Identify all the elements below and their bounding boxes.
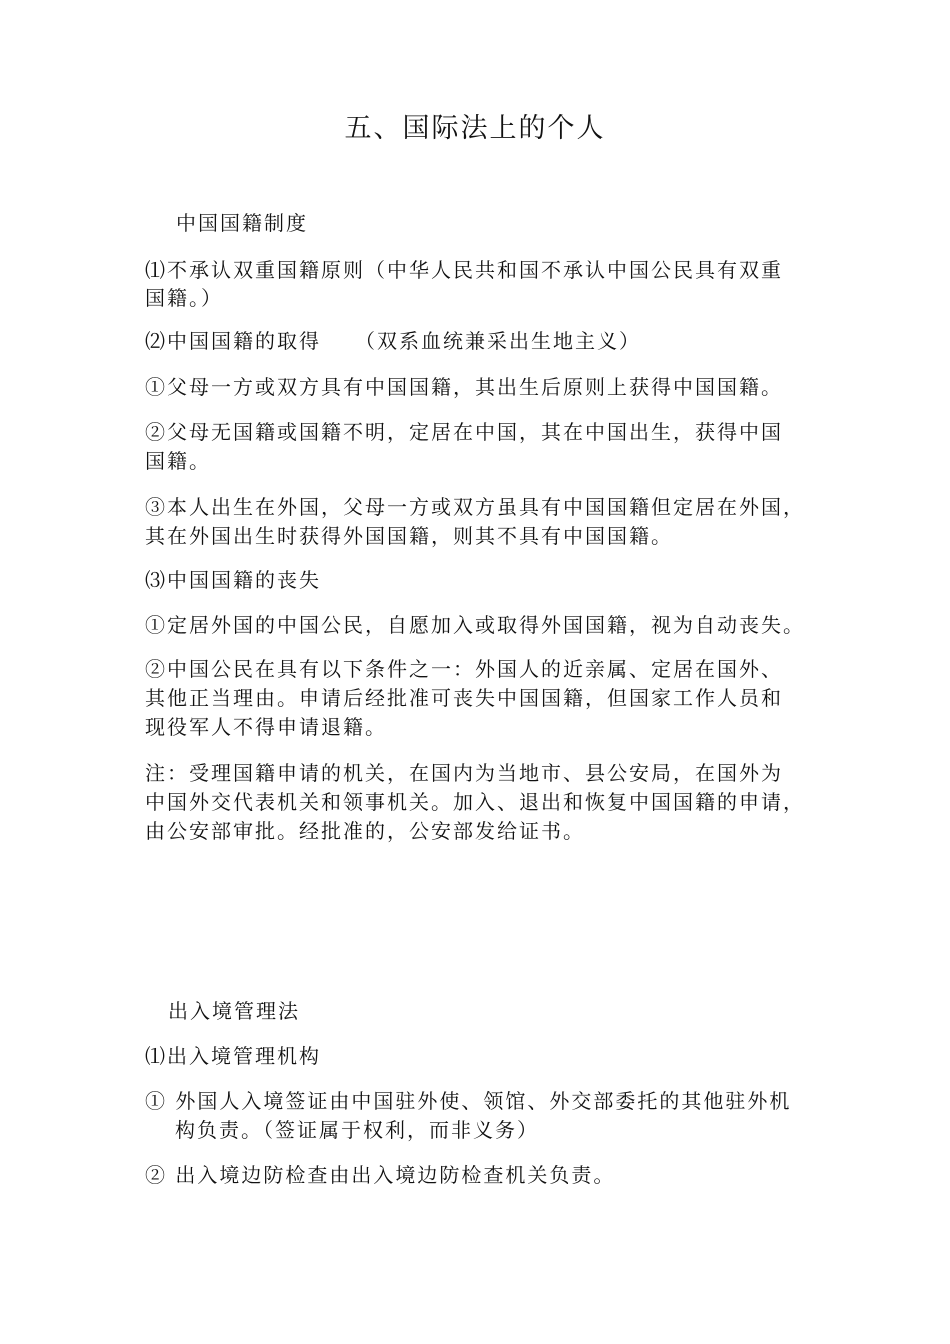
note-line: 注：受理国籍申请的机关，在国内为当地市、县公安局，在国外为 xyxy=(145,761,783,785)
section-heading-entry-exit: 出入境管理法 xyxy=(168,999,300,1023)
paragraph-line: ①父母一方或双方具有中国国籍，其出生后原则上获得中国国籍。 xyxy=(145,375,783,399)
paragraph-line: ②中国公民在具有以下条件之一：外国人的近亲属、定居在国外、 xyxy=(145,657,783,681)
section-heading-nationality: 中国国籍制度 xyxy=(176,211,308,235)
paragraph-line: 其在外国出生时获得外国国籍，则其不具有中国国籍。 xyxy=(145,524,673,548)
paragraph-line: ② 出入境边防检查由出入境边防检查机关负责。 xyxy=(145,1163,616,1187)
paragraph-line: ③本人出生在外国，父母一方或双方虽具有中国国籍但定居在外国， xyxy=(145,495,805,519)
paragraph-line: 其他正当理由。申请后经批准可丧失中国国籍，但国家工作人员和 xyxy=(145,686,783,710)
page-title: 五、国际法上的个人 xyxy=(344,113,606,144)
paragraph-line: ⑶中国国籍的丧失 xyxy=(145,568,321,592)
paragraph-line: 构负责。（签证属于权利，而非义务） xyxy=(175,1118,539,1142)
paragraph-line: ⑴出入境管理机构 xyxy=(145,1044,321,1068)
paragraph-line: ②父母无国籍或国籍不明，定居在中国，其在中国出生，获得中国 xyxy=(145,420,783,444)
paragraph-line: 国籍。 xyxy=(145,449,211,473)
paragraph-line: ⑴不承认双重国籍原则（中华人民共和国不承认中国公民具有双重 xyxy=(145,258,783,282)
paragraph-line: ⑵中国国籍的取得 （双系血统兼采出生地主义） xyxy=(145,329,641,353)
paragraph-line: 国籍。） xyxy=(145,286,223,310)
note-line: 由公安部审批。经批准的，公安部发给证书。 xyxy=(145,819,585,843)
paragraph-line: ① 外国人入境签证由中国驻外使、领馆、外交部委托的其他驻外机 xyxy=(145,1089,792,1113)
paragraph-line: 现役军人不得申请退籍。 xyxy=(145,715,387,739)
paragraph-line: ①定居外国的中国公民，自愿加入或取得外国国籍，视为自动丧失。 xyxy=(145,613,805,637)
note-line: 中国外交代表机关和领事机关。加入、退出和恢复中国国籍的申请， xyxy=(145,790,805,814)
